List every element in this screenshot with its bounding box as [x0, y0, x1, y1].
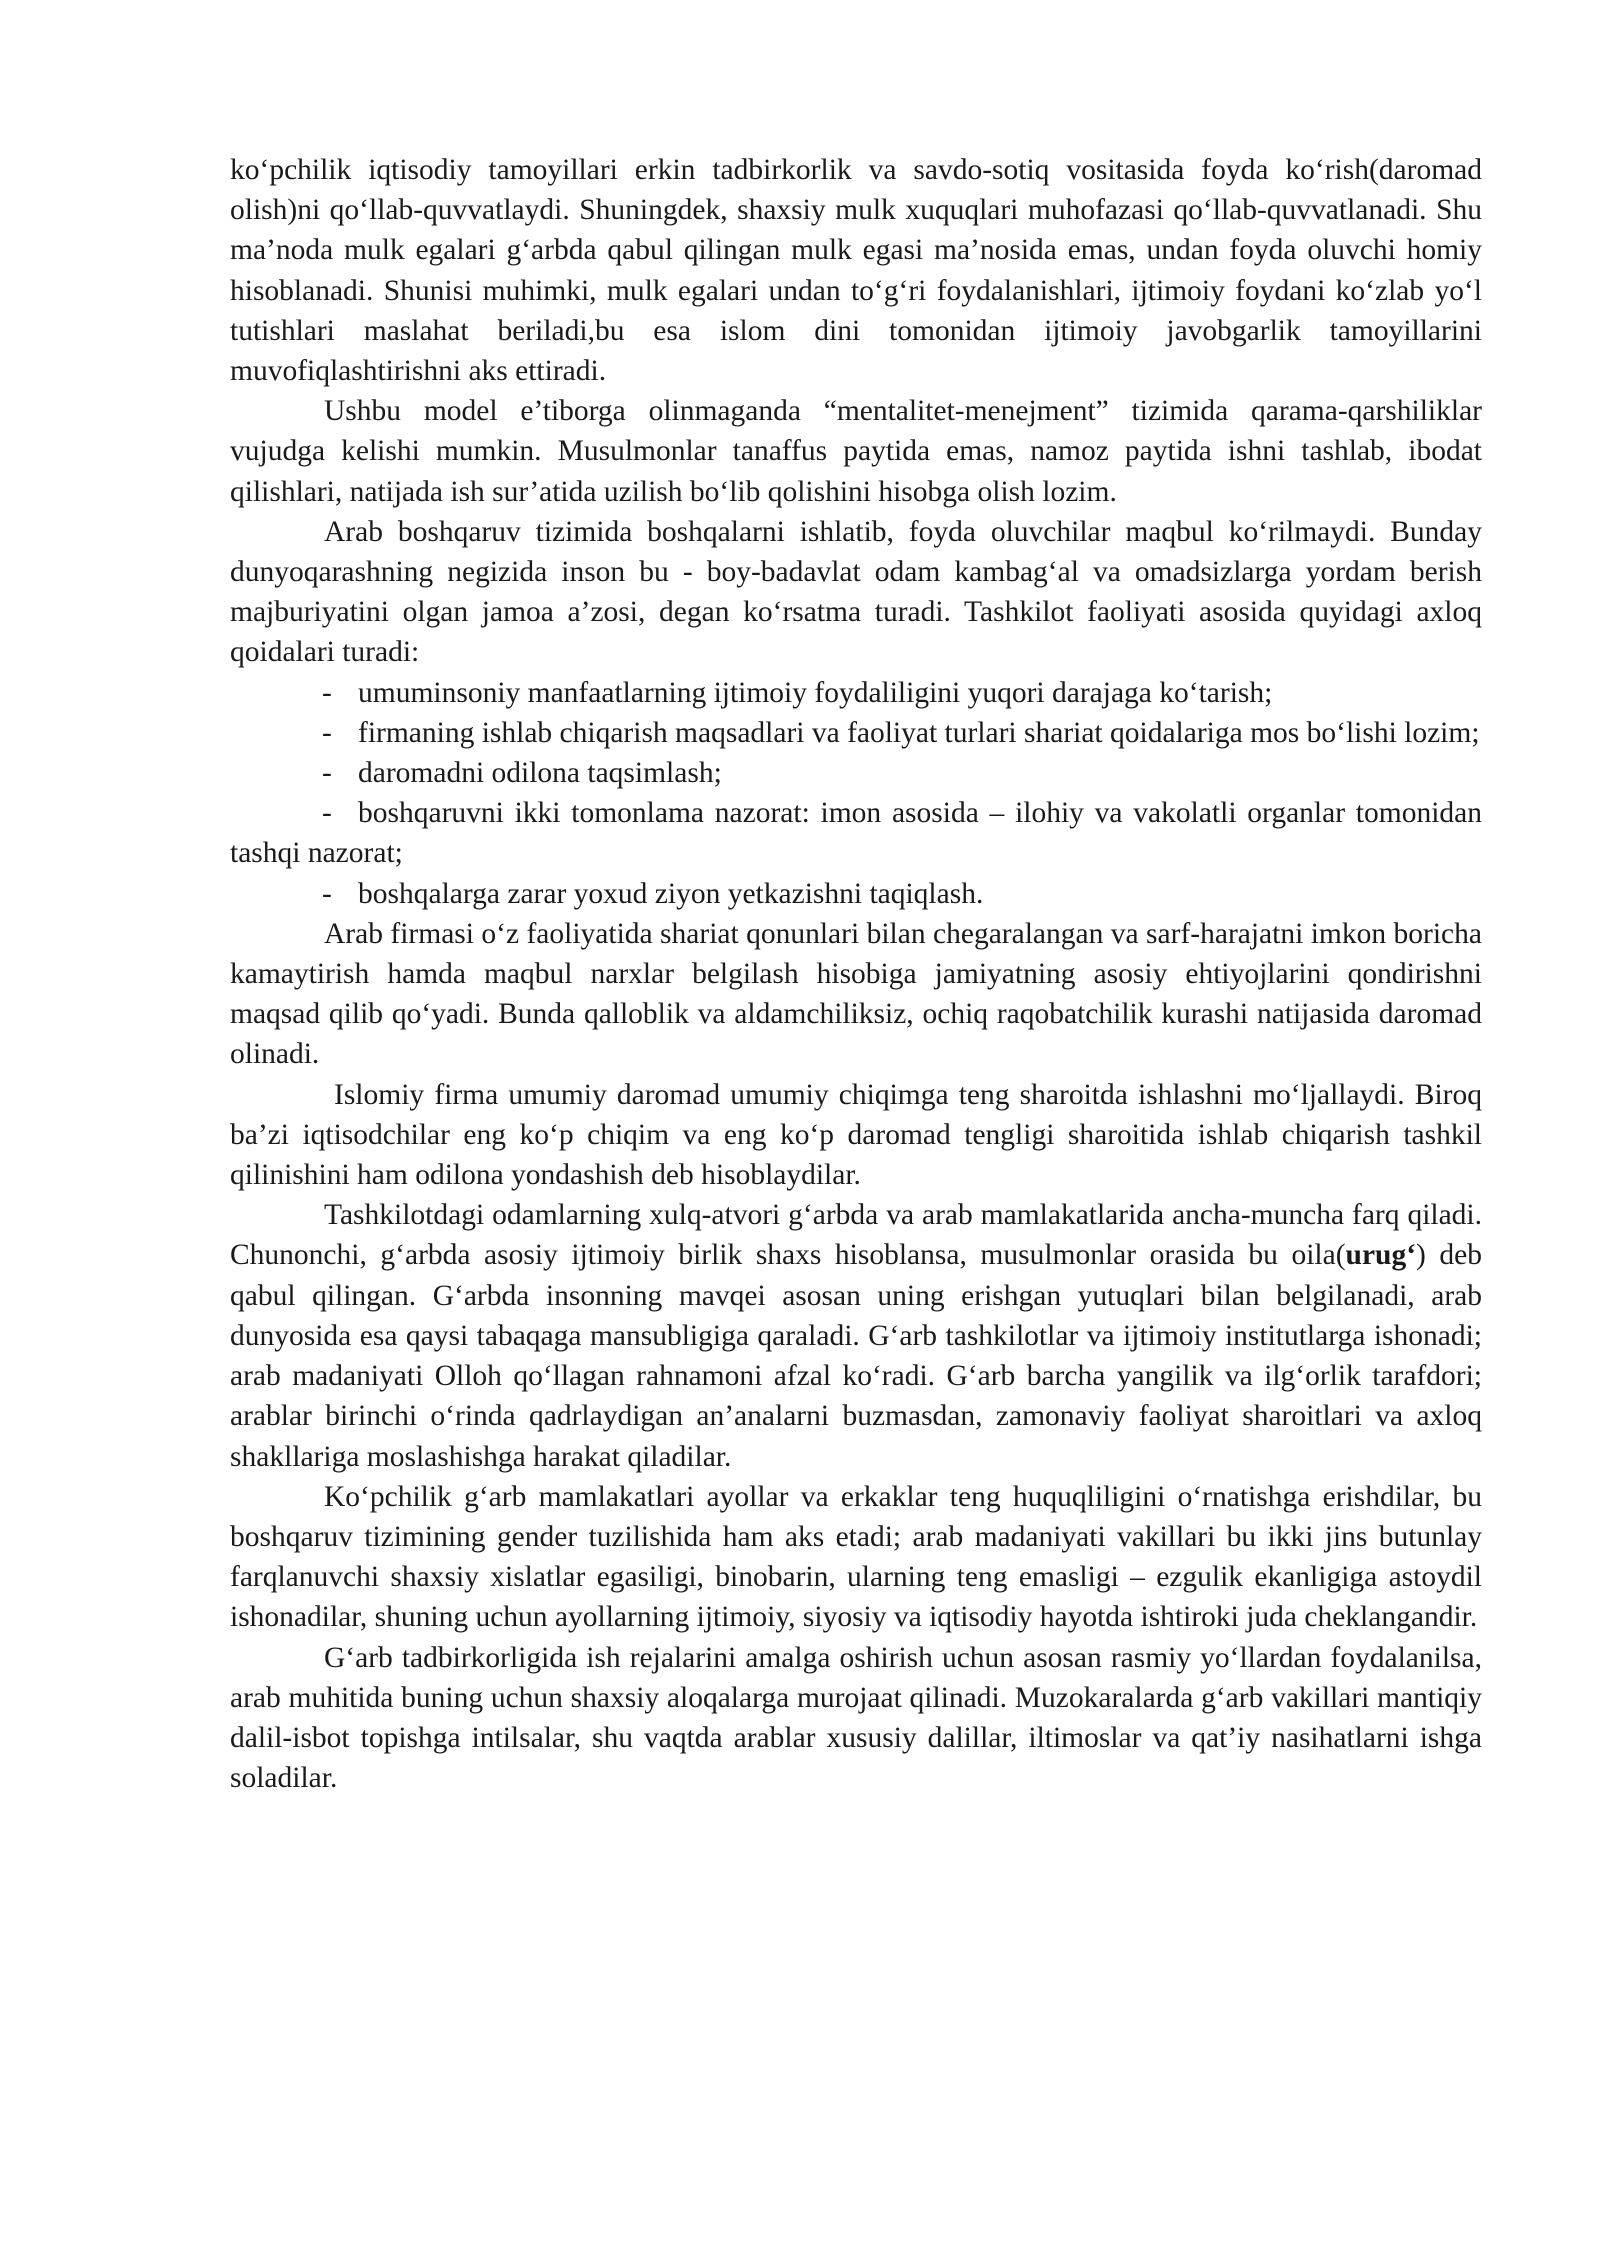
bullet-dash: - [322, 757, 332, 790]
list-item [230, 874, 1482, 914]
list-item-text: boshqalarga zarar yoxud ziyon yetkazishni taqiqlash. [358, 877, 984, 910]
document-page [230, 150, 1482, 1798]
paragraph-text: ) deb qabul qilingan. G‘arbda insonning mavqei asosan uning erishgan yutuqlari bilan belgilanadi, arab dunyosida esa qaysi tabaqaga mansubligiga qaraladi. G‘arb tashkilotlar va ijtimoiy institutlarga ishonadi; arab madaniyati Olloh qo‘llagan rahnamoni afzal ko‘radi. G‘arb barcha yangilik va ilg‘orlik tarafdori; arablar birinchi o‘rinda qadrlaydigan an’analarni buzmasdan, zamonaviy faoliyat sharoitlari va axloq shakllariga moslashishga harakat qiladilar. [230, 1239, 1482, 1473]
paragraph-behavior [230, 1195, 1482, 1476]
paragraph-gender: Ko‘pchilik g‘arb mamlakatlari ayollar va erkaklar teng huquqliligini o‘rnatishga erishdilar, bu boshqaruv tizimining gender tuzilishida ham aks etadi; arab madaniyati vakillari bu ikki jins butunlay farqlanuvchi shaxsiy xislatlar egasiligi, binobarin, ularning teng emasligi – ezgulik ekanligiga astoydil ishonadilar, shuning uchun ayollarning ijtimoiy, siyosiy va iqtisodiy hayotda ishtiroki juda cheklangandir. [230, 1480, 1482, 1634]
paragraph-continuation: ko‘pchilik iqtisodiy tamoyillari erkin tadbirkorlik va savdo-sotiq vositasida foyda ko‘rish(daromad olish)ni qo‘llab-quvvatlaydi. Shuningdek, shaxsiy mulk xuquqlari muhofazasi qo‘llab-quvvatlanadi. Shu ma’noda mulk egalari g‘arbda qabul qilingan mulk egasi ma’nosida emas, undan foyda oluvchi homiy hisoblanadi. Shunisi muhimki, mulk egalari undan to‘g‘ri foydalanishlari, ijtimoiy foydani ko‘zlab yo‘l tutishlari maslahat beriladi,bu esa islom dini tomonidan ijtimoiy javobgarlik tamoyillarini muvofiqlashtirishni aks ettiradi. [230, 154, 1482, 388]
bullet-dash: - [322, 716, 332, 749]
bullet-dash: - [322, 676, 332, 709]
paragraph-islamic-firm: Islomiy firma umumiy daromad umumiy chiqimga teng sharoitda ishlashni mo‘ljallaydi. Biroq ba’zi iqtisodchilar eng ko‘p chiqim va eng ko‘p daromad tengligi sharoitida ishlab chiqarish tashkil qilinishini ham odilona yondashish deb hisoblaydilar. [230, 1078, 1482, 1192]
bullet-dash: - [322, 797, 332, 830]
list-item-text: daromadni odilona taqsimlash; [358, 757, 722, 790]
paragraph-text: Tashkilotdagi odamlarning xulq-atvori g‘arbda va arab mamlakatlarida ancha-muncha farq qiladi. Chunonchi, g‘arbda asosiy ijtimoiy birlik shaxs hisoblansa, musulmonlar orasida bu oila( [230, 1199, 1482, 1272]
bold-term: urug‘ [1345, 1239, 1417, 1272]
paragraph-model: Ushbu model e’tiborga olinmaganda “mentalitet-menejment” tizimida qarama-qarshiliklar vujudga kelishi mumkin. Musulmonlar tanaffus paytida emas, namoz paytida ishni tashlab, ibodat qilishlari, natijada ish sur’atida uzilish bo‘lib qolishini hisobga olish lozim. [230, 395, 1482, 508]
list-item [230, 673, 1482, 713]
paragraph-arab-management: Arab boshqaruv tizimida boshqalarni ishlatib, foyda oluvchilar maqbul ko‘rilmaydi. Bunday dunyoqarashning negizida inson bu - boy-badavlat odam kambag‘al va omadsizlarga yordam berish majburiyatini olgan jamoa a’zosi, degan ko‘rsatma turadi. Tashkilot faoliyati asosida quyidagi axloq qoidalari turadi: [230, 515, 1482, 669]
bullet-dash: - [322, 877, 332, 910]
list-item [230, 793, 1482, 873]
list-item [230, 713, 1482, 753]
list-item-text: boshqaruvni ikki tomonlama nazorat: imon asosida – ilohiy va vakolatli organlar tomonidan tashqi nazorat; [230, 797, 1482, 870]
list-item-text: umuminsoniy manfaatlarning ijtimoiy foydaliligini yuqori darajaga ko‘tarish; [358, 676, 1273, 709]
paragraph-business: G‘arb tadbirkorligida ish rejalarini amalga oshirish uchun asosan rasmiy yo‘llardan foydalanilsa, arab muhitida buning uchun shaxsiy aloqalarga murojaat qilinadi. Muzokaralarda g‘arb vakillari mantiqiy dalil-isbot topishga intilsalar, shu vaqtda arablar xususiy dalillar, iltimoslar va qat’iy nasihatlarni ishga soladilar. [230, 1641, 1482, 1795]
list-item [230, 753, 1482, 793]
paragraph-arab-firm: Arab firmasi o‘z faoliyatida shariat qonunlari bilan chegaralangan va sarf-harajatni imkon boricha kamaytirish hamda maqbul narxlar belgilash hisobiga jamiyatning asosiy ehtiyojlarini qondirishni maqsad qilib qo‘yadi. Bunda qalloblik va aldamchiliksiz, ochiq raqobatchilik kurashi natijasida daromad olinadi. [230, 917, 1482, 1071]
list-item-text: firmaning ishlab chiqarish maqsadlari va faoliyat turlari shariat qoidalariga mos bo‘lishi lozim; [358, 716, 1480, 749]
